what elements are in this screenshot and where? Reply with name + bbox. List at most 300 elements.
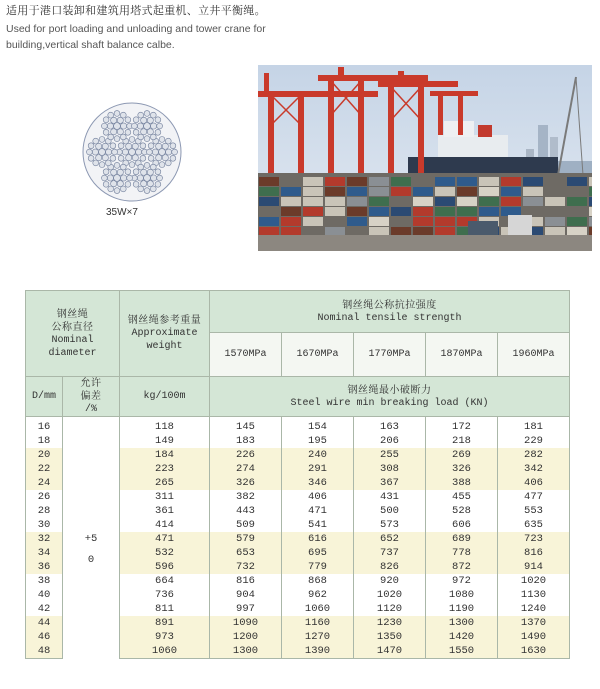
breaking-load-cell: 206	[354, 434, 426, 448]
weight-cell: 223	[120, 462, 210, 476]
wire-circle	[107, 175, 113, 181]
weight-cell: 414	[120, 518, 210, 532]
breaking-load-cell: 282	[498, 448, 570, 462]
wire-circle	[114, 162, 120, 168]
shipping-container	[391, 207, 411, 216]
shipping-container	[501, 187, 521, 196]
grade-1960-header: 1960MPa	[498, 333, 570, 377]
wire-circle	[155, 181, 161, 187]
breaking-load-cell: 872	[426, 560, 498, 574]
wire-circle	[129, 137, 135, 143]
wire-circle	[144, 136, 150, 142]
wire-circle	[165, 160, 171, 166]
wire-circle	[114, 136, 120, 142]
breaking-load-cell: 1060	[282, 602, 354, 616]
breaking-load-cell: 616	[282, 532, 354, 546]
shipping-container	[281, 227, 301, 236]
wire-circle	[103, 181, 109, 187]
wire-circle	[140, 143, 146, 149]
breaking-load-cell: 1550	[426, 644, 498, 659]
shipping-container	[501, 197, 521, 206]
wire-circle	[150, 134, 156, 140]
wire-circle	[140, 155, 146, 161]
wire-circle	[144, 175, 151, 182]
wire-circle	[120, 112, 126, 118]
wire-circle	[148, 143, 154, 149]
wire-circle	[99, 162, 105, 168]
weight-cell: 311	[120, 490, 210, 504]
breaking-load-cell: 183	[210, 434, 282, 448]
breaking-load-cell: 1630	[498, 644, 570, 659]
breaking-load-cell: 431	[354, 490, 426, 504]
shipping-container	[325, 187, 345, 196]
wire-circle	[137, 175, 143, 181]
shipping-container	[369, 187, 389, 196]
wire-circle	[166, 149, 172, 155]
diameter-cell: 26	[26, 490, 63, 504]
breaking-load-cell: 541	[282, 518, 354, 532]
wire-circle	[125, 117, 131, 123]
weight-cell: 973	[120, 630, 210, 644]
wire-circle	[152, 149, 158, 155]
breaking-load-cell: 240	[282, 448, 354, 462]
port-cranes-photo	[258, 65, 592, 251]
shipping-container	[567, 227, 587, 236]
wire-circle	[110, 143, 116, 149]
breaking-load-cell: 172	[426, 417, 498, 435]
breaking-load-cell: 904	[210, 588, 282, 602]
breaking-load-cell: 406	[282, 490, 354, 504]
shipping-container	[347, 187, 367, 196]
shipping-container	[281, 207, 301, 216]
breaking-load-cell: 1020	[354, 588, 426, 602]
wire-circle	[108, 112, 114, 118]
shipping-container	[303, 197, 323, 206]
breaking-load-cell: 997	[210, 602, 282, 616]
wire-circle	[110, 155, 116, 161]
tolerance-plus-value: +5	[84, 532, 98, 545]
diameter-cell: 22	[26, 462, 63, 476]
weight-cell: 664	[120, 574, 210, 588]
tolerance-zero-value: 0	[87, 553, 95, 566]
wire-circle	[159, 137, 165, 143]
breaking-load-cell: 181	[498, 417, 570, 435]
shipping-container	[369, 217, 389, 226]
wire-circle	[138, 186, 144, 192]
wire-circle	[125, 181, 131, 187]
shipping-container	[413, 187, 433, 196]
breaking-load-cell: 229	[498, 434, 570, 448]
diameter-cell: 16	[26, 417, 63, 435]
breaking-load-cell: 778	[426, 546, 498, 560]
shipping-container	[457, 197, 477, 206]
wire-circle	[106, 149, 112, 155]
diameter-cell: 36	[26, 560, 63, 574]
wire-circle	[144, 188, 150, 194]
breaking-load-cell: 579	[210, 532, 282, 546]
breaking-load-cell: 388	[426, 476, 498, 490]
shipping-container	[325, 227, 345, 236]
shipping-container	[369, 177, 389, 186]
diameter-cell: 48	[26, 644, 63, 659]
wire-circle	[129, 149, 136, 156]
wire-circle	[125, 129, 131, 135]
wire-circle	[120, 186, 126, 192]
wire-circle	[144, 162, 150, 168]
breaking-load-cell: 145	[210, 417, 282, 435]
wire-rope-spec-table	[25, 290, 570, 659]
shipping-container	[435, 227, 455, 236]
breaking-load-cell: 406	[498, 476, 570, 490]
wire-circle	[125, 169, 131, 175]
diameter-cell: 42	[26, 602, 63, 616]
wire-circle	[144, 111, 150, 117]
shipping-container	[391, 227, 411, 236]
shipping-container	[457, 187, 477, 196]
shipping-container	[457, 207, 477, 216]
weight-cell: 149	[120, 434, 210, 448]
shipping-container	[325, 177, 345, 186]
wire-circle	[121, 175, 127, 181]
breaking-load-cell: 226	[210, 448, 282, 462]
diameter-cell: 28	[26, 504, 63, 518]
shipping-container	[435, 207, 455, 216]
breaking-load-cell: 291	[282, 462, 354, 476]
wire-circle	[103, 117, 109, 123]
shipping-container	[435, 187, 455, 196]
wire-circle	[93, 160, 99, 166]
wire-circle	[93, 138, 99, 144]
weight-cell: 891	[120, 616, 210, 630]
breaking-load-cell: 1240	[498, 602, 570, 616]
breaking-load-cell: 1130	[498, 588, 570, 602]
wire-circle	[159, 162, 165, 168]
shipping-container	[259, 217, 279, 226]
weight-cell: 471	[120, 532, 210, 546]
breaking-load-cell: 1370	[498, 616, 570, 630]
shipping-container	[391, 187, 411, 196]
shipping-container	[589, 227, 592, 236]
breaking-load-cell: 195	[282, 434, 354, 448]
wire-circle	[151, 175, 157, 181]
shipping-container	[589, 197, 592, 206]
breaking-load-cell: 1230	[354, 616, 426, 630]
diameter-cell: 38	[26, 574, 63, 588]
breaking-load-cell: 1350	[354, 630, 426, 644]
wire-circle	[121, 123, 127, 129]
shipping-container	[347, 197, 367, 206]
shipping-container	[435, 197, 455, 206]
shipping-container	[523, 197, 543, 206]
grade-1670-header: 1670MPa	[282, 333, 354, 377]
wire-circle	[165, 138, 171, 144]
wire-circle	[133, 117, 139, 123]
wire-circle	[120, 134, 126, 140]
shipping-container	[479, 197, 499, 206]
breaking-load-cell: 154	[282, 417, 354, 435]
wire-circle	[148, 155, 154, 161]
wire-circle	[88, 143, 94, 149]
weight-cell: 265	[120, 476, 210, 490]
wire-circle	[155, 169, 161, 175]
tensile-strength-header: 钢丝绳公称抗拉强度 Nominal tensile strength	[210, 291, 570, 333]
wire-circle	[118, 155, 124, 161]
diameter-cell: 40	[26, 588, 63, 602]
shipping-container	[259, 187, 279, 196]
breaking-load-cell: 471	[282, 504, 354, 518]
shipping-container	[303, 187, 323, 196]
breaking-load-cell: 737	[354, 546, 426, 560]
wire-circle	[107, 123, 113, 129]
shipping-container	[435, 217, 455, 226]
approximate-weight-header: 钢丝绳参考重量 Approximate weight	[120, 291, 210, 377]
shipping-container	[589, 217, 592, 226]
breaking-load-cell: 972	[426, 574, 498, 588]
wire-circle	[133, 181, 139, 187]
wire-circle	[138, 134, 144, 140]
diameter-mm-header: D/mm	[26, 377, 63, 417]
shipping-container	[259, 177, 279, 186]
wire-circle	[170, 155, 176, 161]
breaking-load-cell: 1300	[210, 644, 282, 659]
shipping-container	[347, 207, 367, 216]
breaking-load-cell: 826	[354, 560, 426, 574]
wire-circle	[133, 169, 139, 175]
wire-circle	[150, 186, 156, 192]
intro	[6, 3, 346, 53]
shipping-container	[303, 217, 323, 226]
shipping-container	[413, 197, 433, 206]
breaking-load-cell: 1080	[426, 588, 498, 602]
breaking-load-cell: 868	[282, 574, 354, 588]
breaking-load-cell: 528	[426, 504, 498, 518]
table-row	[26, 417, 570, 435]
shipping-container	[303, 177, 323, 186]
shipping-container	[479, 187, 499, 196]
breaking-load-cell: 695	[282, 546, 354, 560]
wire-circle	[122, 149, 128, 155]
wire-circle	[136, 149, 142, 155]
grade-1870-header: 1870MPa	[426, 333, 498, 377]
shipping-container	[413, 227, 433, 236]
shipping-container	[281, 217, 301, 226]
breaking-load-cell: 723	[498, 532, 570, 546]
breaking-load-cell: 255	[354, 448, 426, 462]
breaking-load-cell: 342	[498, 462, 570, 476]
breaking-load-cell: 1270	[282, 630, 354, 644]
diameter-cell: 20	[26, 448, 63, 462]
weight-cell: 118	[120, 417, 210, 435]
weight-unit-header: kg/100m	[120, 377, 210, 417]
wire-circle	[99, 137, 105, 143]
breaking-load-cell: 816	[498, 546, 570, 560]
breaking-load-cell: 732	[210, 560, 282, 574]
weight-cell: 736	[120, 588, 210, 602]
shipping-container	[413, 207, 433, 216]
intro-application-zh: 适用于港口装卸和建筑用塔式起重机、立井平衡绳。	[6, 5, 266, 17]
breaking-load-cell: 346	[282, 476, 354, 490]
wire-circle	[99, 149, 106, 156]
shipping-container	[567, 217, 587, 226]
wire-circle	[127, 175, 133, 181]
shipping-container	[435, 177, 455, 186]
breaking-load-cell: 1490	[498, 630, 570, 644]
wire-circle	[129, 162, 135, 168]
wire-circle	[150, 164, 156, 170]
breaking-load-cell: 509	[210, 518, 282, 532]
breaking-load-cell: 1160	[282, 616, 354, 630]
wire-circle	[132, 123, 138, 129]
diameter-cell: 44	[26, 616, 63, 630]
wire-circle	[108, 134, 114, 140]
breaking-load-header: 钢丝绳最小破断力 Steel wire min breaking load (KN)	[210, 377, 570, 417]
breaking-load-cell: 1420	[426, 630, 498, 644]
breaking-load-cell: 635	[498, 518, 570, 532]
shipping-container	[281, 197, 301, 206]
breaking-load-cell: 779	[282, 560, 354, 574]
intro-application-en-line-1: Used for port loading and unloading and tower crane for	[6, 23, 266, 35]
shipping-container	[259, 227, 279, 236]
breaking-load-cell: 689	[426, 532, 498, 546]
diameter-cell: 24	[26, 476, 63, 490]
shipping-container	[589, 187, 592, 196]
breaking-load-cell: 1300	[426, 616, 498, 630]
breaking-load-cell: 1120	[354, 602, 426, 616]
wire-circle	[172, 149, 178, 155]
wire-circle	[138, 164, 144, 170]
wire-circle	[120, 164, 126, 170]
wire-circle	[137, 123, 143, 129]
intro-application-en-line-2: building,vertical shaft balance calbe.	[6, 39, 175, 51]
shipping-container	[545, 227, 565, 236]
wire-circle	[155, 129, 161, 135]
wire-circle	[157, 175, 163, 181]
wire-circle	[144, 123, 151, 130]
shipping-container	[479, 177, 499, 186]
wire-circle	[103, 169, 109, 175]
grade-1570-header: 1570MPa	[210, 333, 282, 377]
wire-circle	[114, 111, 120, 117]
weight-cell: 596	[120, 560, 210, 574]
shipping-container	[567, 177, 587, 186]
wire-circle	[114, 175, 121, 182]
wire-circle	[114, 123, 121, 130]
shipping-container	[545, 197, 565, 206]
tolerance-cell	[63, 417, 120, 659]
breaking-load-cell: 573	[354, 518, 426, 532]
wire-circle	[102, 175, 108, 181]
breaking-load-cell: 218	[426, 434, 498, 448]
breaking-load-cell: 443	[210, 504, 282, 518]
breaking-load-cell: 816	[210, 574, 282, 588]
rope-cross-section-image	[82, 102, 182, 202]
weight-cell: 532	[120, 546, 210, 560]
wire-circle	[118, 143, 124, 149]
breaking-load-cell: 1020	[498, 574, 570, 588]
breaking-load-cell: 274	[210, 462, 282, 476]
wire-circle	[133, 129, 139, 135]
wire-circle	[150, 112, 156, 118]
wire-circle	[103, 129, 109, 135]
shipping-container	[303, 207, 323, 216]
wire-circle	[147, 149, 153, 155]
breaking-load-cell: 914	[498, 560, 570, 574]
wire-circle	[108, 186, 114, 192]
shipping-container	[479, 207, 499, 216]
breaking-load-cell: 920	[354, 574, 426, 588]
shipping-container	[567, 197, 587, 206]
shipping-container	[545, 217, 565, 226]
shipping-container	[369, 207, 389, 216]
diameter-cell: 30	[26, 518, 63, 532]
wire-circle	[114, 188, 120, 194]
shipping-container	[589, 177, 592, 186]
shipping-container	[589, 207, 592, 216]
weight-cell: 811	[120, 602, 210, 616]
diameter-cell: 34	[26, 546, 63, 560]
shipping-container	[347, 177, 367, 186]
shipping-container	[523, 187, 543, 196]
wire-circle	[138, 112, 144, 118]
shipping-container	[369, 227, 389, 236]
wire-circle	[151, 123, 157, 129]
tolerance-header: 允许 偏差 /%	[63, 377, 120, 417]
breaking-load-cell: 326	[210, 476, 282, 490]
breaking-load-cell: 553	[498, 504, 570, 518]
breaking-load-cell: 1090	[210, 616, 282, 630]
breaking-load-cell: 477	[498, 490, 570, 504]
shipping-container	[369, 197, 389, 206]
wire-circle	[87, 149, 93, 155]
shipping-container	[325, 207, 345, 216]
breaking-load-cell: 367	[354, 476, 426, 490]
breaking-load-cell: 652	[354, 532, 426, 546]
shipping-container	[281, 187, 301, 196]
breaking-load-cell: 606	[426, 518, 498, 532]
diameter-cell: 32	[26, 532, 63, 546]
breaking-load-cell: 163	[354, 417, 426, 435]
breaking-load-cell: 653	[210, 546, 282, 560]
wire-circle	[92, 149, 98, 155]
weight-cell: 184	[120, 448, 210, 462]
breaking-load-cell: 269	[426, 448, 498, 462]
wire-circle	[88, 155, 94, 161]
breaking-load-cell: 962	[282, 588, 354, 602]
wire-circle	[157, 123, 163, 129]
breaking-load-cell: 1190	[426, 602, 498, 616]
shipping-container	[523, 177, 543, 186]
breaking-load-cell: 1200	[210, 630, 282, 644]
breaking-load-cell: 1470	[354, 644, 426, 659]
shipping-container	[501, 177, 521, 186]
shipping-container	[413, 217, 433, 226]
wire-circle	[105, 160, 111, 166]
breaking-load-cell: 326	[426, 462, 498, 476]
breaking-load-cell: 308	[354, 462, 426, 476]
weight-cell: 1060	[120, 644, 210, 659]
wire-circle	[102, 123, 108, 129]
cross-section-label: 35W×7	[106, 207, 138, 218]
shipping-container	[347, 217, 367, 226]
wire-circle	[155, 117, 161, 123]
shipping-container	[501, 207, 521, 216]
weight-cell: 361	[120, 504, 210, 518]
breaking-load-cell: 455	[426, 490, 498, 504]
shipping-container	[325, 197, 345, 206]
diameter-cell: 18	[26, 434, 63, 448]
shipping-container	[259, 197, 279, 206]
wire-circle	[170, 143, 176, 149]
